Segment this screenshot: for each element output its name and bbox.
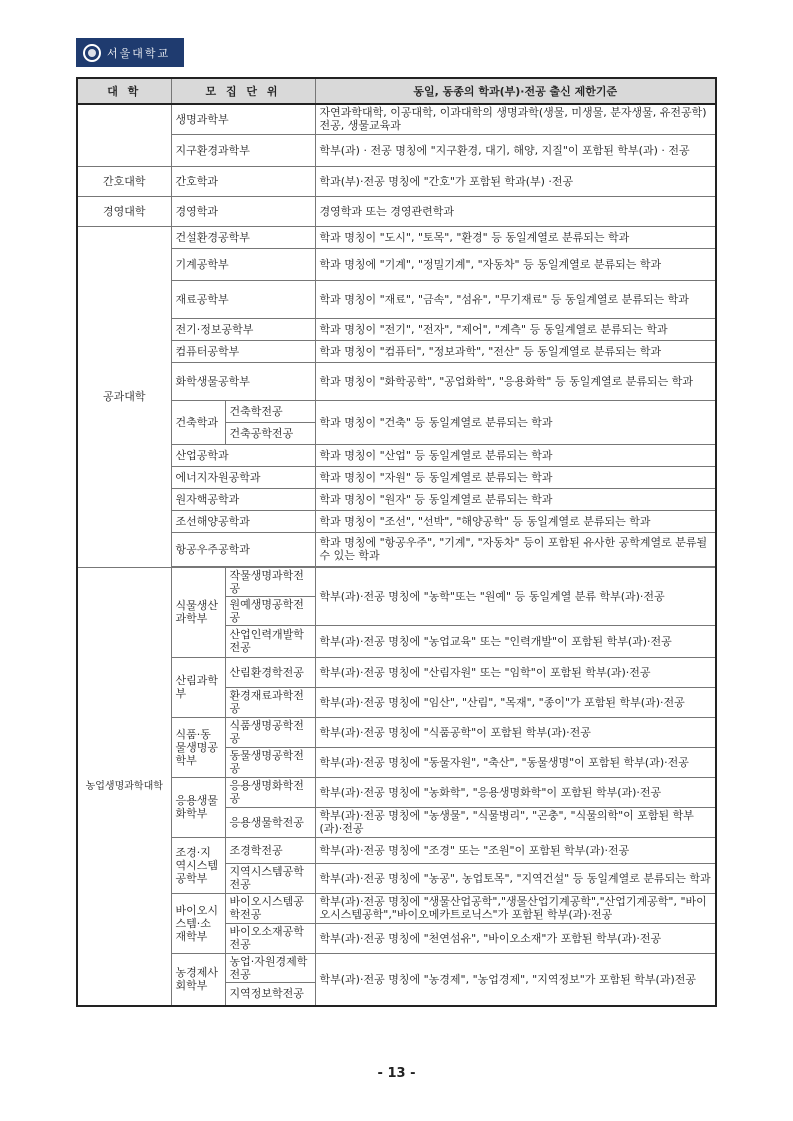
major-cell: 작물생명과학전공 <box>225 567 315 596</box>
criteria-cell: 경영학과 또는 경영관련학과 <box>315 196 716 226</box>
criteria-cell: 학과 명칭이 "컴퓨터", "정보과학", "전산" 등 동일계열로 분류되는 학과 <box>315 340 716 362</box>
college-cell <box>77 104 171 166</box>
table-row <box>77 466 716 488</box>
unit-cell: 항공우주공학과 <box>171 532 315 566</box>
table-row <box>77 777 716 807</box>
major-cell: 바이오시스템공학전공 <box>225 893 315 923</box>
criteria-cell: 학과 명칭이 "조선", "선박", "해양공학" 등 동일계열로 분류되는 학과 <box>315 510 716 532</box>
major-cell: 산림환경학전공 <box>225 657 315 687</box>
unit-cell: 화학생물공학부 <box>171 362 315 400</box>
criteria-cell: 학부(과)·전공 명칭에 "농생물", "식물병리", "곤충", "식물의학"이 포함된 학부(과)·전공 <box>315 807 716 837</box>
major-cell: 식품생명공학전공 <box>225 717 315 747</box>
unit-cell: 간호학과 <box>171 166 315 196</box>
unit-cell: 컴퓨터공학부 <box>171 340 315 362</box>
unit-cell: 원자핵공학과 <box>171 488 315 510</box>
col-criteria: 동일, 동종의 학과(부)·전공 출신 제한기준 <box>315 78 716 104</box>
criteria-cell: 학부(과)·전공 명칭에 "농업교육" 또는 "인력개발"이 포함된 학부(과)·전공 <box>315 625 716 657</box>
unit-cell: 응용생물화학부 <box>171 777 225 837</box>
major-cell: 조경학전공 <box>225 837 315 863</box>
table-row <box>77 717 716 747</box>
table-row <box>77 226 716 248</box>
col-college: 대 학 <box>77 78 171 104</box>
major-cell: 산업인력개발학전공 <box>225 625 315 657</box>
major-cell: 응용생물학전공 <box>225 807 315 837</box>
college-cell: 공과대학 <box>77 226 171 567</box>
unit-cell: 전기·정보공학부 <box>171 318 315 340</box>
criteria-cell: 학부(과)·전공 명칭에 "농공", 농업토목", "지역건설" 등 동일계열로 분류되는 학과 <box>315 863 716 893</box>
col-unit: 모 집 단 위 <box>171 78 315 104</box>
criteria-cell: 학부(과)·전공 명칭에 "농경제", "농업경제", "지역정보"가 포함된 학부(과)전공 <box>315 953 716 1006</box>
table-row <box>77 318 716 340</box>
criteria-cell: 학부(과)·전공 명칭에 "임산", "산림", "목재", "종이"가 포함된 학부(과)·전공 <box>315 687 716 717</box>
criteria-cell: 학과 명칭이 "자원" 등 동일계열로 분류되는 학과 <box>315 466 716 488</box>
criteria-cell: 학부(과) · 전공 명칭에 "지구환경, 대기, 해양, 지질"이 포함된 학부(과) · 전공 <box>315 134 716 166</box>
emblem-icon <box>83 44 101 62</box>
table-row <box>77 248 716 280</box>
table-row <box>77 196 716 226</box>
criteria-cell: 학부(과)·전공 명칭에 "농학"또는 "원예" 등 동일계열 분류 학부(과)·전공 <box>315 567 716 625</box>
table-row <box>77 166 716 196</box>
logo-text: 서울대학교 <box>107 46 171 60</box>
major-cell: 원예생명공학전공 <box>225 596 315 625</box>
table-row <box>77 837 716 863</box>
unit-cell: 바이오시스템·소재학부 <box>171 893 225 953</box>
criteria-cell: 학과 명칭이 "전기", "전자", "제어", "계측" 등 동일계열로 분류되는 학과 <box>315 318 716 340</box>
unit-cell: 재료공학부 <box>171 280 315 318</box>
major-cell: 바이오소재공학전공 <box>225 923 315 953</box>
criteria-cell: 학부(과)·전공 명칭에 "식품공학"이 포함된 학부(과)·전공 <box>315 717 716 747</box>
college-cell: 농업생명과학대학 <box>77 567 171 1006</box>
criteria-cell: 학부(과)·전공 명칭에 "농화학", "응용생명화학"이 포함된 학부(과)·전공 <box>315 777 716 807</box>
criteria-cell: 학부(과)·전공 명칭에 "생물산업공학","생물산업기계공학","산업기계공학", "바이오시스템공학","바이오메카트로닉스"가 포함된 학부(과)·전공 <box>315 893 716 923</box>
table-row <box>77 400 716 422</box>
unit-cell: 산업공학과 <box>171 444 315 466</box>
table-row <box>77 280 716 318</box>
criteria-cell: 학부(과)·전공 명칭에 "천연섬유", "바이오소재"가 포함된 학부(과)·전공 <box>315 923 716 953</box>
unit-cell: 식물생산과학부 <box>171 567 225 657</box>
unit-cell: 조선해양공학과 <box>171 510 315 532</box>
major-cell: 지역시스템공학전공 <box>225 863 315 893</box>
criteria-cell: 학부(과)·전공 명칭에 "동물자원", "축산", "동물생명"이 포함된 학부(과)·전공 <box>315 747 716 777</box>
university-logo <box>76 38 184 67</box>
criteria-cell: 학과 명칭이 "화학공학", "공업화학", "응용화학" 등 동일계열로 분류되는 학과 <box>315 362 716 400</box>
major-cell: 동물생명공학전공 <box>225 747 315 777</box>
unit-cell: 산림과학부 <box>171 657 225 717</box>
table-row <box>77 510 716 532</box>
criteria-cell: 학과 명칭이 "건축" 등 동일계열로 분류되는 학과 <box>315 400 716 444</box>
major-cell: 건축학전공 <box>225 400 315 422</box>
table-row <box>77 657 716 687</box>
criteria-cell: 학과 명칭에 "항공우주", "기계", "자동차" 등이 포함된 유사한 공학계열로 분류될 수 있는 학과 <box>315 532 716 566</box>
major-cell: 응용생명화학전공 <box>225 777 315 807</box>
unit-cell: 조경·지역시스템공학부 <box>171 837 225 893</box>
unit-cell: 건축학과 <box>171 400 225 444</box>
unit-cell: 건설환경공학부 <box>171 226 315 248</box>
criteria-cell: 학과 명칭이 "원자" 등 동일계열로 분류되는 학과 <box>315 488 716 510</box>
unit-cell: 에너지자원공학과 <box>171 466 315 488</box>
college-cell: 경영대학 <box>77 196 171 226</box>
criteria-cell: 학과 명칭이 "산업" 등 동일계열로 분류되는 학과 <box>315 444 716 466</box>
unit-cell: 기계공학부 <box>171 248 315 280</box>
major-cell: 농업·자원경제학전공 <box>225 953 315 982</box>
table-row <box>77 362 716 400</box>
criteria-cell: 학과(부)·전공 명칭에 "간호"가 포함된 학과(부) ·전공 <box>315 166 716 196</box>
major-cell: 지역정보학전공 <box>225 982 315 1006</box>
criteria-cell: 자연과학대학, 이공대학, 이과대학의 생명과학(생물, 미생물, 분자생물, 유전공학)전공, 생물교육과 <box>315 104 716 134</box>
table-row <box>77 488 716 510</box>
criteria-cell: 학과 명칭이 "도시", "토목", "환경" 등 동일계열로 분류되는 학과 <box>315 226 716 248</box>
table-row <box>77 893 716 923</box>
table-row <box>77 444 716 466</box>
unit-cell: 생명과학부 <box>171 104 315 134</box>
unit-cell: 농경제사회학부 <box>171 953 225 1006</box>
table-row <box>77 104 716 134</box>
major-cell: 환경재료과학전공 <box>225 687 315 717</box>
table-row <box>77 953 716 982</box>
criteria-cell: 학과 명칭에 "기계", "정밀기계", "자동차" 등 동일계열로 분류되는 학과 <box>315 248 716 280</box>
table-header <box>77 78 716 104</box>
table-row <box>77 340 716 362</box>
table-row <box>77 532 716 566</box>
page-number: - 13 - <box>377 1066 416 1081</box>
unit-cell: 경영학과 <box>171 196 315 226</box>
table-row <box>77 567 716 596</box>
criteria-cell: 학부(과)·전공 명칭에 "산림자원" 또는 "임학"이 포함된 학부(과)·전공 <box>315 657 716 687</box>
unit-cell: 지구환경과학부 <box>171 134 315 166</box>
table-row <box>77 134 716 166</box>
restriction-table <box>76 77 717 1007</box>
unit-cell: 식품·동물생명공학부 <box>171 717 225 777</box>
college-cell: 간호대학 <box>77 166 171 196</box>
criteria-cell: 학부(과)·전공 명칭에 "조경" 또는 "조원"이 포함된 학부(과)·전공 <box>315 837 716 863</box>
major-cell: 건축공학전공 <box>225 422 315 444</box>
criteria-cell: 학과 명칭이 "재료", "금속", "섬유", "무기재료" 등 동일계열로 분류되는 학과 <box>315 280 716 318</box>
